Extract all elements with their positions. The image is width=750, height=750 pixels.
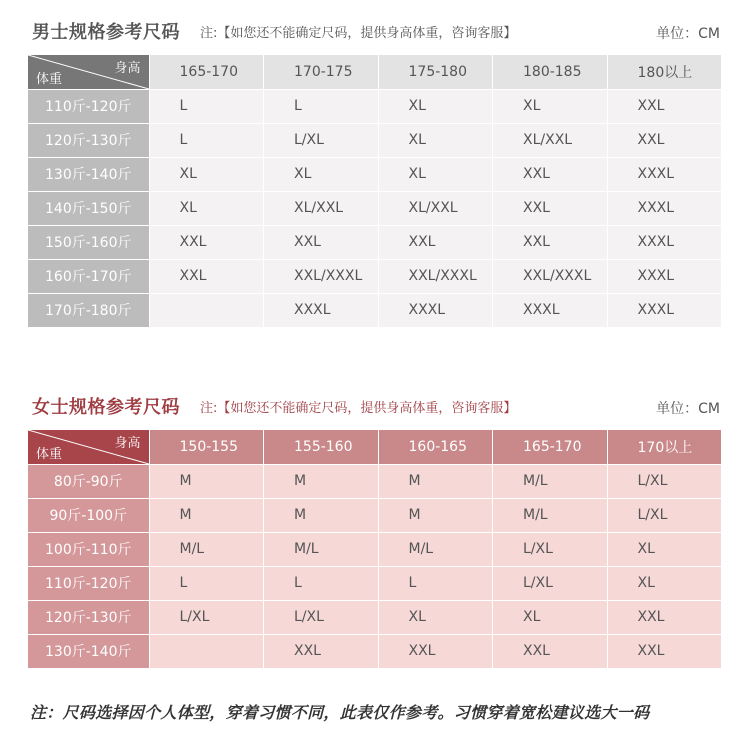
women-unit-label: 单位：CM [656, 401, 720, 417]
size-cell: XXL [149, 225, 264, 259]
women-header-row [28, 430, 722, 464]
table-row [28, 191, 722, 225]
size-cell: XL [607, 566, 722, 600]
size-cell: XL [149, 191, 264, 225]
size-cell: XXL [378, 634, 493, 668]
size-cell: L/XL [264, 123, 379, 157]
size-cell: L [378, 566, 493, 600]
men-row-weight: 160斤-170斤 [28, 259, 149, 293]
table-row [28, 259, 722, 293]
table-row [28, 634, 722, 668]
size-cell: XL [607, 532, 722, 566]
size-cell: M [149, 498, 264, 532]
size-cell: M/L [493, 464, 608, 498]
men-row-weight: 150斤-160斤 [28, 225, 149, 259]
size-cell: XXL [607, 600, 722, 634]
size-cell: XL [149, 157, 264, 191]
size-cell: XL [264, 157, 379, 191]
size-cell: M [149, 464, 264, 498]
table-row [28, 293, 722, 327]
women-corner-height-label: 身高 [114, 436, 141, 451]
size-cell: XL [493, 600, 608, 634]
women-section-note: 注:【如您还不能确定尺码，提供身高体重，咨询客服】 [200, 401, 517, 416]
size-cell: L/XL [264, 600, 379, 634]
table-row [28, 123, 722, 157]
women-corner-cell [28, 430, 149, 464]
size-cell: L/XL [149, 600, 264, 634]
size-cell: XXXL [607, 225, 722, 259]
women-row-weight: 100斤-110斤 [28, 532, 149, 566]
women-row-weight: 90斤-100斤 [28, 498, 149, 532]
size-cell: XXL [607, 123, 722, 157]
size-cell: L [149, 566, 264, 600]
size-cell: XL [378, 123, 493, 157]
men-header-row [28, 55, 722, 89]
size-cell: XXL/XXXL [264, 259, 379, 293]
men-section-title: 男士规格参考尺码 [32, 22, 180, 43]
size-cell: L [264, 89, 379, 123]
size-cell: M/L [149, 532, 264, 566]
size-cell: XL [378, 89, 493, 123]
size-cell: L/XL [493, 566, 608, 600]
men-row-weight: 170斤-180斤 [28, 293, 149, 327]
size-cell: XXXL [607, 293, 722, 327]
men-row-weight: 110斤-120斤 [28, 89, 149, 123]
size-cell: XXL [149, 259, 264, 293]
size-cell: M [264, 464, 379, 498]
size-cell: XXXL [493, 293, 608, 327]
women-row-weight: 110斤-120斤 [28, 566, 149, 600]
women-row-weight: 120斤-130斤 [28, 600, 149, 634]
women-col-header: 160-165 [378, 430, 493, 464]
women-row-weight: 80斤-90斤 [28, 464, 149, 498]
size-cell: XL [493, 89, 608, 123]
women-section-header [28, 395, 722, 425]
men-size-table [28, 55, 722, 328]
table-row [28, 566, 722, 600]
women-col-header: 155-160 [264, 430, 379, 464]
women-col-header: 170以上 [607, 430, 722, 464]
size-cell: M/L [264, 532, 379, 566]
size-cell: XXL [264, 225, 379, 259]
size-cell [149, 293, 264, 327]
women-corner-weight-label: 体重 [36, 446, 63, 462]
men-section-note: 注:【如您还不能确定尺码，提供身高体重，咨询客服】 [200, 26, 517, 41]
women-col-header: 165-170 [493, 430, 608, 464]
men-col-header: 180以上 [607, 55, 722, 89]
size-cell: XXL [607, 89, 722, 123]
size-cell: L [149, 123, 264, 157]
size-cell: M [378, 464, 493, 498]
size-cell: XL [378, 157, 493, 191]
size-cell: M [378, 498, 493, 532]
table-row [28, 532, 722, 566]
table-row [28, 225, 722, 259]
women-section-title: 女士规格参考尺码 [32, 397, 180, 418]
size-cell: L/XL [607, 464, 722, 498]
women-col-header: 150-155 [149, 430, 264, 464]
men-col-header: 170-175 [264, 55, 379, 89]
size-cell: XXL/XXXL [493, 259, 608, 293]
men-row-weight: 140斤-150斤 [28, 191, 149, 225]
table-row [28, 464, 722, 498]
size-cell: XXXL [607, 191, 722, 225]
size-cell: XXL [378, 225, 493, 259]
men-corner-weight-label: 体重 [36, 71, 63, 87]
size-cell: XL/XXL [493, 123, 608, 157]
size-cell: XXXL [607, 157, 722, 191]
size-cell: XXL [493, 157, 608, 191]
men-col-header: 165-170 [149, 55, 264, 89]
table-row [28, 498, 722, 532]
size-cell: M/L [378, 532, 493, 566]
women-row-weight: 130斤-140斤 [28, 634, 149, 668]
women-size-table [28, 430, 722, 669]
footnote: 注：尺码选择因个人体型，穿着习惯不同，此表仅作参考。习惯穿着宽松建议选大一码 [30, 703, 650, 722]
table-row [28, 600, 722, 634]
men-unit-label: 单位：CM [656, 26, 720, 42]
size-cell: XXXL [607, 259, 722, 293]
size-cell: M [264, 498, 379, 532]
men-col-header: 175-180 [378, 55, 493, 89]
size-cell: XL/XXL [264, 191, 379, 225]
size-cell: XL/XXL [378, 191, 493, 225]
size-cell: L/XL [493, 532, 608, 566]
men-row-weight: 120斤-130斤 [28, 123, 149, 157]
size-cell: XXL [264, 634, 379, 668]
men-corner-height-label: 身高 [114, 61, 141, 76]
size-cell: L [264, 566, 379, 600]
table-row [28, 89, 722, 123]
size-cell: L/XL [607, 498, 722, 532]
size-cell: XXL [493, 191, 608, 225]
men-row-weight: 130斤-140斤 [28, 157, 149, 191]
size-cell: L [149, 89, 264, 123]
size-cell: XL [378, 600, 493, 634]
men-corner-cell [28, 55, 149, 89]
table-row [28, 157, 722, 191]
size-cell: XXL [493, 634, 608, 668]
size-cell: XXXL [264, 293, 379, 327]
size-cell: M/L [493, 498, 608, 532]
size-cell: XXL/XXXL [378, 259, 493, 293]
size-cell: XXXL [378, 293, 493, 327]
size-cell: XXL [493, 225, 608, 259]
size-cell: XXL [607, 634, 722, 668]
men-col-header: 180-185 [493, 55, 608, 89]
men-section-header [28, 20, 722, 50]
size-cell [149, 634, 264, 668]
